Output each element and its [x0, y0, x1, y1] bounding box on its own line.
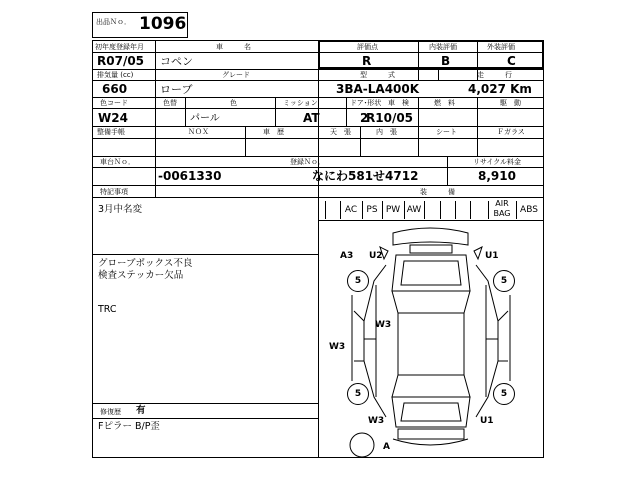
tire-front-left: 5	[347, 270, 369, 292]
nox-label: ＮＯＸ	[188, 128, 209, 136]
damage-w3-bottom: W3	[368, 416, 385, 426]
note-line-4: TRC	[98, 304, 117, 315]
equipment-ac: AC	[344, 205, 358, 215]
grade-value: ローブ	[160, 83, 193, 96]
damage-a3: A3	[340, 251, 354, 261]
equipment-ps: PS	[366, 205, 378, 215]
damage-a-bottom: A	[383, 442, 390, 452]
tire-front-right: 5	[493, 270, 515, 292]
color-code-label: 色コード	[100, 99, 128, 107]
color-type-label: 色替	[163, 99, 177, 107]
repair-value: 有	[136, 405, 146, 416]
model-label: 型 式	[360, 71, 395, 79]
note-line-2: グローブボックス不良	[98, 258, 193, 269]
equipment-abs: ABS	[520, 205, 538, 215]
tire-rear-right: 5	[493, 383, 515, 405]
lot-number: 1096	[139, 14, 187, 34]
equipment-title: 装 備	[420, 188, 455, 196]
damage-u2: U2	[369, 251, 383, 261]
displacement-value: 660	[102, 82, 128, 96]
equipment-aw: AW	[406, 205, 422, 215]
chassis-label: 車台Ｎｏ．	[100, 158, 135, 166]
notes-title: 特記事項	[100, 188, 128, 196]
doors-label: ドア･形状	[350, 99, 382, 107]
damage-w3-center: W3	[375, 320, 392, 330]
tire-rear-left: 5	[347, 383, 369, 405]
car-name-value: コペン	[160, 55, 193, 68]
transmission-label: ミッション	[283, 99, 318, 107]
manual-label: 整備手帳	[97, 128, 125, 136]
car-name-label: 車 名	[216, 43, 251, 51]
exterior-label: 外装評価	[487, 43, 515, 51]
color-code-value: W24	[98, 111, 128, 125]
recycle-label: リサイクル料金	[473, 158, 522, 166]
roof-label: 天 張	[330, 128, 351, 136]
history-label: 車 歴	[263, 128, 284, 136]
fuel-label: 燃 料	[434, 99, 455, 107]
note-line-1: 3月中名変	[98, 204, 143, 215]
repair-label: 修復歴	[100, 408, 121, 416]
model-value: 3BA-LA400K	[336, 82, 420, 96]
equipment-pw: PW	[385, 205, 401, 215]
doors-value: 2	[360, 111, 369, 125]
fglass-label: Ｆガラス	[497, 128, 525, 136]
mileage-value: 4,027 Km	[468, 82, 532, 96]
inner-label: 内 張	[376, 128, 397, 136]
interior-value: B	[441, 54, 451, 68]
first-reg-label: 初年度登録年月	[95, 43, 144, 51]
first-reg-value: R07/05	[97, 54, 145, 68]
plate-label: 登録Ｎｏ．	[290, 158, 325, 166]
recycle-value: 8,910	[478, 169, 516, 183]
equipment-airbag-2: BAG	[493, 209, 511, 218]
displacement-label: 排気量 (cc)	[97, 71, 134, 79]
color-label: 色	[230, 99, 237, 107]
plate-value: なにわ581せ4712	[312, 169, 419, 183]
drive-label: 駆 動	[500, 99, 521, 107]
damage-w3-left: W3	[329, 342, 346, 352]
note-line-3: 検査ステッカー欠品	[98, 270, 184, 281]
exterior-value: C	[507, 54, 516, 68]
transmission-value: AT	[303, 111, 320, 125]
damage-u1-bottom: U1	[480, 416, 494, 426]
grade-label: グレード	[222, 71, 250, 79]
mileage-label: 走 行	[477, 71, 512, 79]
damage-u1-top: U1	[485, 251, 499, 261]
inspection-value: R10/05	[366, 111, 414, 125]
repair-detail: Fピラー B/P歪	[98, 421, 160, 432]
interior-label: 内装評価	[429, 43, 457, 51]
color-value: パール	[190, 113, 220, 124]
score-value: R	[362, 54, 372, 68]
chassis-value: -0061330	[158, 169, 222, 183]
seat-label: シート	[436, 128, 457, 136]
lot-label: 出品Ｎｏ．	[96, 18, 131, 26]
inspection-label: 車 検	[388, 99, 409, 107]
equipment-airbag-1: AIR	[495, 199, 509, 208]
score-label: 評価点	[357, 43, 378, 51]
